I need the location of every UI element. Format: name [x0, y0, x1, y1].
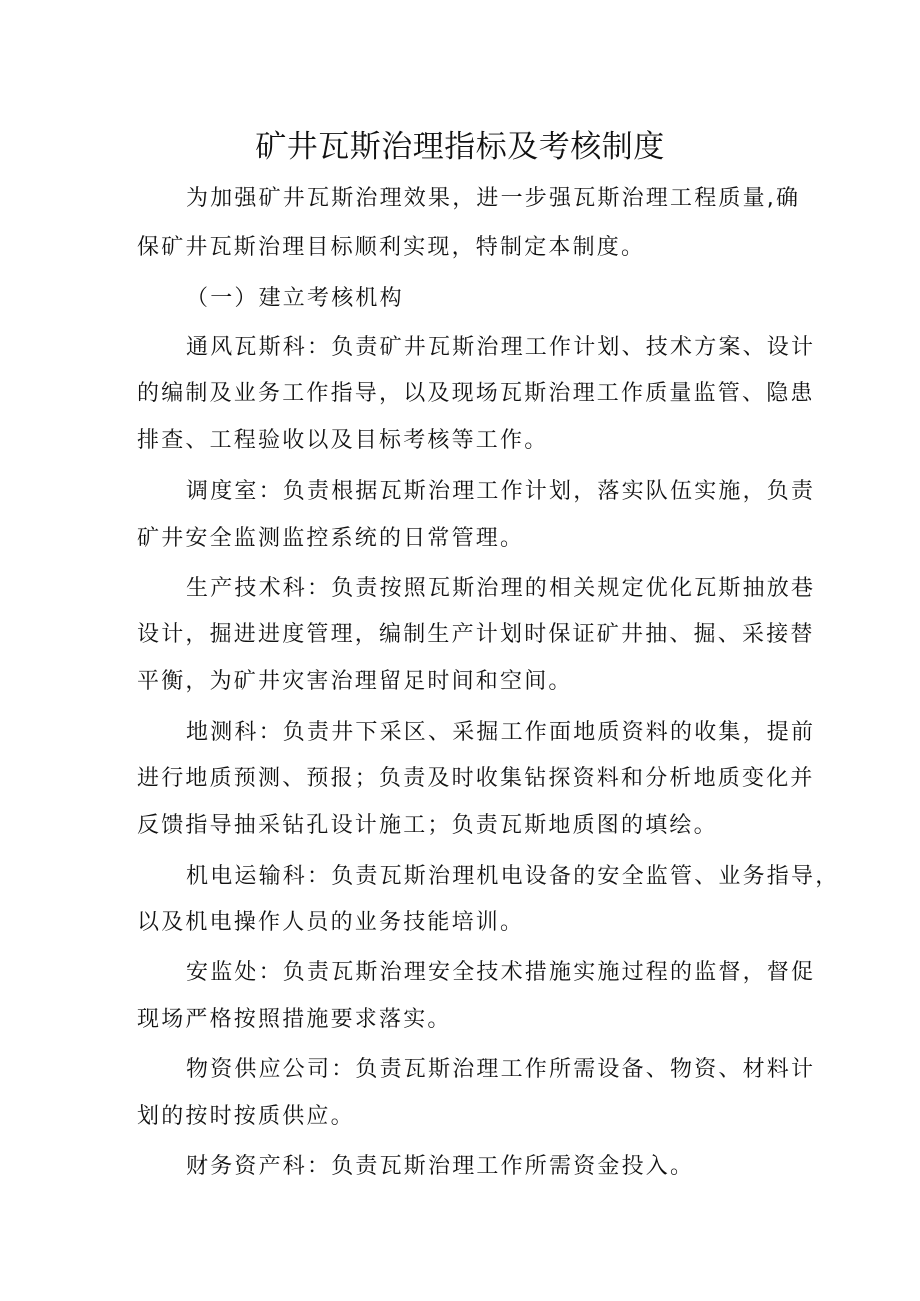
paragraph-geology-line-1: 地测科：负责井下采区、采掘工作面地质资料的收集，提前 — [186, 720, 816, 745]
paragraph-electromechanical-line-2: 以及机电操作人员的业务技能培训。 — [137, 910, 525, 935]
paragraph-ventilation-line-3: 排查、工程验收以及目标考核等工作。 — [137, 428, 549, 453]
paragraph-supply-line-2: 划的按时按质供应。 — [137, 1104, 355, 1129]
paragraph-ventilation-line-2: 的编制及业务工作指导，以及现场瓦斯治理工作质量监管、隐患 — [137, 381, 815, 406]
paragraph-geology-line-3: 反馈指导抽采钻孔设计施工；负责瓦斯地质图的填绘。 — [137, 813, 718, 838]
intro-line-1: 为加强矿井瓦斯治理效果，进一步强瓦斯治理工程质量,确 — [186, 186, 801, 211]
paragraph-safety-line-2: 现场严格按照措施要求落实。 — [137, 1007, 452, 1032]
paragraph-finance-line-1: 财务资产科：负责瓦斯治理工作所需资金投入。 — [186, 1154, 695, 1179]
section-heading: （一）建立考核机构 — [186, 286, 404, 311]
paragraph-production-line-1: 生产技术科：负责按照瓦斯治理的相关规定优化瓦斯抽放巷 — [186, 576, 816, 601]
paragraph-ventilation-line-1: 通风瓦斯科：负责矿井瓦斯治理工作计划、技术方案、设计 — [186, 335, 816, 360]
paragraph-production-line-3: 平衡，为矿井灾害治理留足时间和空间。 — [137, 669, 573, 694]
paragraph-dispatch-line-2: 矿井安全监测监控系统的日常管理。 — [137, 526, 525, 551]
intro-line-2: 保矿井瓦斯治理目标顺利实现，特制定本制度。 — [137, 235, 646, 260]
document-title: 矿井瓦斯治理指标及考核制度 — [255, 129, 665, 165]
paragraph-electromechanical-line-1: 机电运输科：负责瓦斯治理机电设备的安全监管、业务指导， — [186, 864, 840, 889]
paragraph-production-line-2: 设计，掘进进度管理，编制生产计划时保证矿井抽、掘、采接替 — [137, 622, 815, 647]
paragraph-supply-line-1: 物资供应公司：负责瓦斯治理工作所需设备、物资、材料计 — [186, 1057, 816, 1082]
paragraph-dispatch-line-1: 调度室：负责根据瓦斯治理工作计划，落实队伍实施，负责 — [186, 479, 816, 504]
paragraph-safety-line-1: 安监处：负责瓦斯治理安全技术措施实施过程的监督，督促 — [186, 960, 816, 985]
paragraph-geology-line-2: 进行地质预测、预报；负责及时收集钻探资料和分析地质变化并 — [137, 766, 815, 791]
